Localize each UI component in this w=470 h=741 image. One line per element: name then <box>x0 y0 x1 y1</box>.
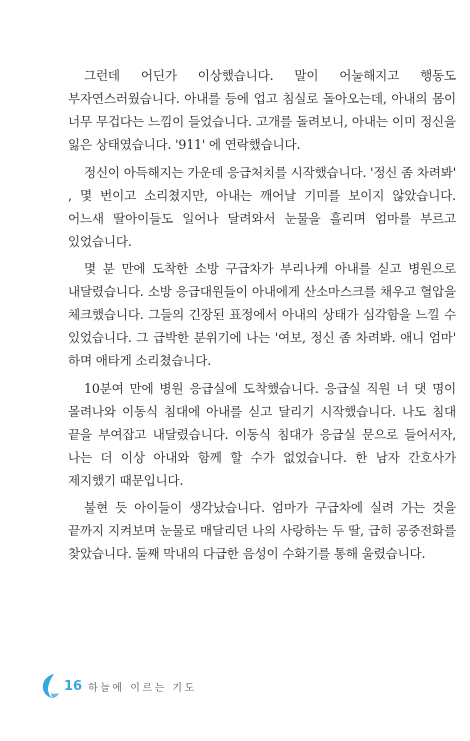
paragraph: 그런데 어딘가 이상했습니다. 말이 어눌해지고 행동도 부자연스러웠습니다. 아내를 등에 업고 침실로 돌아오는데, 아내의 몸이 너무 무겁다는 느낌이 들었습니다. 고개를 돌려보니, 아내는 이미 정신을 잃은 상태였습니다. '911' 에 연락했습니다. <box>68 68 456 152</box>
paragraph: 불현 듯 아이들이 생각났습니다. 엄마가 구급차에 실려 가는 것을 끝까지 지켜보며 눈물로 매달리던 나의 사랑하는 두 딸, 급히 공중전화를 찾았습니다. 둘째 막내의 다급한 음성이 수화기를 통해 울렸습니다. <box>68 500 456 561</box>
page-number: 16 <box>64 678 83 694</box>
paragraph: 몇 분 만에 도착한 소방 구급차가 부리나케 아내를 싣고 병원으로 내달렸습니다. 소방 응급대원들이 아내에게 산소마스크를 채우고 혈압을 체크했습니다. 그들의 긴장된 표정에서 아내의 상태가 심각함을 느낄 수 있었습니다. 그 급박한 분위기에 나는 '여보, 정신 좀 차려봐. 애니 엄마' 하며 애타게 소리쳤습니다. <box>68 261 456 368</box>
paragraph: 정신이 아득해지는 가운데 응급처치를 시작했습니다. '정신 좀 차려봐' , 몇 번이고 소리쳤지만, 아내는 깨어날 기미를 보이지 않았습니다. 어느새 딸아이들도 일어나 달려와서 눈물을 흘리며 엄마를 부르고 있었습니다. <box>68 164 456 249</box>
bookmark-leaf-icon <box>40 672 62 700</box>
body-text <box>68 64 456 570</box>
running-title: 하늘에 이르는 기도 <box>88 682 197 694</box>
page-footer <box>40 671 197 701</box>
paragraph: 10분여 만에 병원 응급실에 도착했습니다. 응급실 직원 너 댓 명이 몰려나와 이동식 침대에 아내를 싣고 달리기 시작했습니다. 나도 침대 끝을 부여잡고 내달렸습니다. 이동식 침대가 응급실 문으로 들어서자, 나는 더 이상 아내와 함께 할 수가 없었습니다. 한 남자 간호사가 제지했기 때문입니다. <box>68 380 456 488</box>
